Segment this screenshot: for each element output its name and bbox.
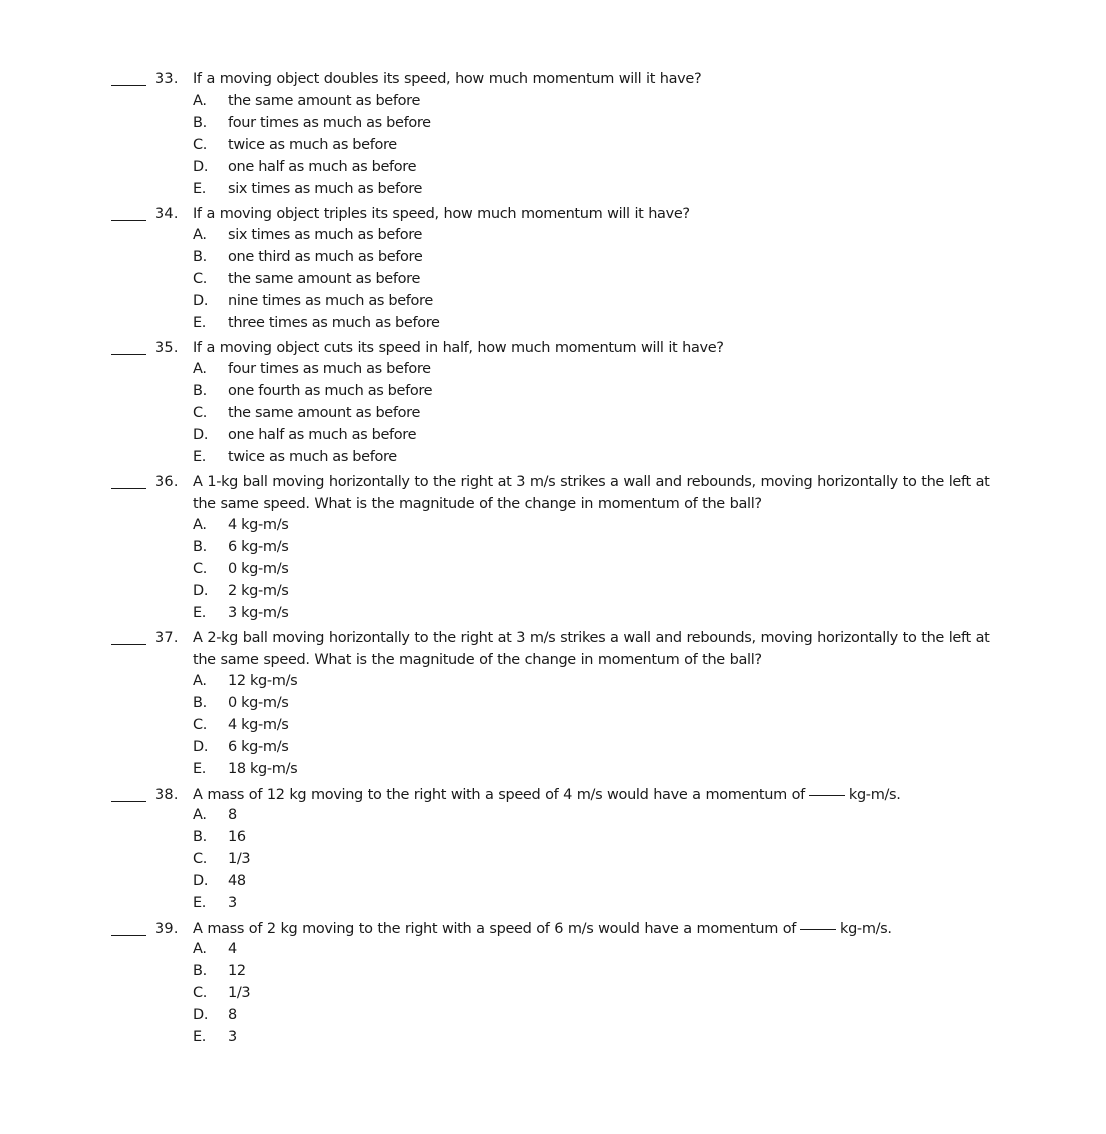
choice-e <box>193 313 953 335</box>
choice-text: 12 kg-m/s <box>228 673 298 689</box>
choice-letter: B. <box>193 694 207 711</box>
choice-b <box>193 961 953 983</box>
choice-b <box>193 827 953 849</box>
choice-letter: C. <box>193 716 208 733</box>
choice-letter: E. <box>193 180 207 197</box>
choice-letter: A. <box>193 941 207 957</box>
choice-text: one fourth as much as before <box>228 382 433 399</box>
choice-c <box>193 715 953 737</box>
choice-list <box>193 225 953 334</box>
choice-a <box>193 671 953 693</box>
choice-letter: E. <box>193 760 207 777</box>
choice-letter: E. <box>193 1028 207 1045</box>
choice-text: 1/3 <box>228 850 251 867</box>
choice-letter: B. <box>193 114 207 131</box>
choice-text: 8 <box>228 807 237 823</box>
choice-text: nine times as much as before <box>228 292 433 309</box>
choice-d <box>193 871 953 893</box>
choice-text: three times as much as before <box>228 314 440 331</box>
choice-b <box>193 113 953 135</box>
choice-text: 0 kg-m/s <box>228 560 289 577</box>
choice-letter: D. <box>193 426 209 443</box>
choice-text: 1/3 <box>228 984 251 1001</box>
choice-text: one half as much as before <box>228 426 417 443</box>
choice-letter: C. <box>193 136 208 153</box>
choice-text: 4 <box>228 941 237 957</box>
choice-text: four times as much as before <box>228 114 431 131</box>
choice-d <box>193 581 953 603</box>
question-number: 36. <box>155 474 179 490</box>
choice-text: 16 <box>228 828 246 845</box>
question-number: 39. <box>155 921 179 937</box>
choice-text: 6 kg-m/s <box>228 538 289 555</box>
choice-letter: A. <box>193 673 207 689</box>
choice-text: one third as much as before <box>228 248 423 265</box>
question-number: 33. <box>155 71 179 87</box>
choice-text: 12 <box>228 962 246 979</box>
choice-a <box>193 225 953 247</box>
question-text <box>193 785 993 807</box>
fill-in-blank[interactable] <box>800 929 836 930</box>
choice-b <box>193 537 953 559</box>
answer-blank-37[interactable] <box>111 644 146 645</box>
choice-e <box>193 603 953 625</box>
choice-letter: A. <box>193 361 207 377</box>
choice-letter: D. <box>193 582 209 599</box>
choice-a <box>193 805 953 827</box>
choice-a <box>193 515 953 537</box>
choice-b <box>193 247 953 269</box>
choice-list <box>193 91 953 200</box>
choice-text: 48 <box>228 872 246 889</box>
choice-letter: A. <box>193 517 207 533</box>
choice-text: the same amount as before <box>228 404 421 421</box>
choice-letter: B. <box>193 382 207 399</box>
choice-letter: D. <box>193 158 209 175</box>
choice-letter: A. <box>193 227 207 243</box>
choice-list <box>193 359 953 468</box>
choice-text: 4 kg-m/s <box>228 517 289 533</box>
choice-c <box>193 403 953 425</box>
choice-a <box>193 91 953 113</box>
answer-blank-34[interactable] <box>111 220 146 221</box>
choice-text: four times as much as before <box>228 361 431 377</box>
choice-text: six times as much as before <box>228 227 423 243</box>
choice-text: twice as much as before <box>228 136 397 153</box>
choice-letter: C. <box>193 404 208 421</box>
choice-e <box>193 447 953 469</box>
choice-letter: D. <box>193 1006 209 1023</box>
choice-letter: D. <box>193 872 209 889</box>
answer-blank-39[interactable] <box>111 935 146 936</box>
choice-text: six times as much as before <box>228 180 423 197</box>
choice-text: 3 kg-m/s <box>228 604 289 621</box>
choice-text: one half as much as before <box>228 158 417 175</box>
choice-text: 3 <box>228 894 237 911</box>
question-text: A 1-kg ball moving horizontally to the right at 3 m/s strikes a wall and rebounds, moving horizontally to the left at the same speed. What is the magnitude of the change in momentum of the ball? <box>193 474 990 512</box>
question-text-units: kg-m/s. <box>848 787 901 803</box>
answer-blank-35[interactable] <box>111 354 146 355</box>
choice-letter: C. <box>193 850 208 867</box>
answer-blank-38[interactable] <box>111 801 146 802</box>
choice-c <box>193 135 953 157</box>
question-text-units: kg-m/s. <box>840 921 892 937</box>
choice-list <box>193 515 953 624</box>
choice-text: 3 <box>228 1028 237 1045</box>
choice-letter: E. <box>193 604 207 621</box>
choice-d <box>193 291 953 313</box>
question-number: 37. <box>155 630 179 646</box>
choice-letter: B. <box>193 962 207 979</box>
choice-c <box>193 849 953 871</box>
choice-c <box>193 983 953 1005</box>
choice-d <box>193 425 953 447</box>
choice-d <box>193 737 953 759</box>
choice-text: the same amount as before <box>228 93 421 109</box>
answer-blank-33[interactable] <box>111 85 146 86</box>
question-number: 35. <box>155 340 179 356</box>
choice-list <box>193 805 953 914</box>
choice-d <box>193 157 953 179</box>
question-text: If a moving object cuts its speed in half, how much momentum will it have? <box>193 340 724 356</box>
choice-text: 18 kg-m/s <box>228 760 298 777</box>
choice-e <box>193 893 953 915</box>
question-number: 38. <box>155 787 179 803</box>
fill-in-blank[interactable] <box>809 795 845 796</box>
question-text: If a moving object doubles its speed, how much momentum will it have? <box>193 71 702 87</box>
choice-e <box>193 179 953 201</box>
choice-e <box>193 1027 953 1049</box>
question-text: If a moving object triples its speed, how much momentum will it have? <box>193 206 690 222</box>
choice-text: 8 <box>228 1006 237 1023</box>
question-number: 34. <box>155 206 179 222</box>
choice-b <box>193 693 953 715</box>
choice-letter: C. <box>193 984 208 1001</box>
choice-letter: D. <box>193 292 209 309</box>
choice-c <box>193 559 953 581</box>
choice-a <box>193 359 953 381</box>
choice-letter: E. <box>193 894 207 911</box>
choice-letter: B. <box>193 828 207 845</box>
choice-d <box>193 1005 953 1027</box>
choice-letter: E. <box>193 314 207 331</box>
answer-blank-36[interactable] <box>111 488 146 489</box>
choice-list <box>193 671 953 780</box>
choice-c <box>193 269 953 291</box>
question-text <box>193 919 993 941</box>
choice-letter: B. <box>193 248 207 265</box>
choice-text: 0 kg-m/s <box>228 694 289 711</box>
choice-list <box>193 939 953 1048</box>
choice-letter: C. <box>193 560 208 577</box>
choice-letter: B. <box>193 538 207 555</box>
question-text-before-blank: A mass of 2 kg moving to the right with a speed of 6 m/s would have a momentum of <box>193 921 797 937</box>
choice-letter: A. <box>193 93 207 109</box>
question-text-before-blank: A mass of 12 kg moving to the right with a speed of 4 m/s would have a momentum of <box>193 787 805 803</box>
question-text: A 2-kg ball moving horizontally to the right at 3 m/s strikes a wall and rebounds, moving horizontally to the left at the same speed. What is the magnitude of the change in momentum of the ball? <box>193 630 990 668</box>
choice-text: 2 kg-m/s <box>228 582 289 599</box>
choice-letter: D. <box>193 738 209 755</box>
choice-letter: A. <box>193 807 207 823</box>
choice-letter: E. <box>193 448 207 465</box>
choice-text: twice as much as before <box>228 448 397 465</box>
choice-e <box>193 759 953 781</box>
choice-a <box>193 939 953 961</box>
choice-b <box>193 381 953 403</box>
choice-text: 6 kg-m/s <box>228 738 289 755</box>
choice-letter: C. <box>193 270 208 287</box>
choice-text: 4 kg-m/s <box>228 716 289 733</box>
choice-text: the same amount as before <box>228 270 421 287</box>
